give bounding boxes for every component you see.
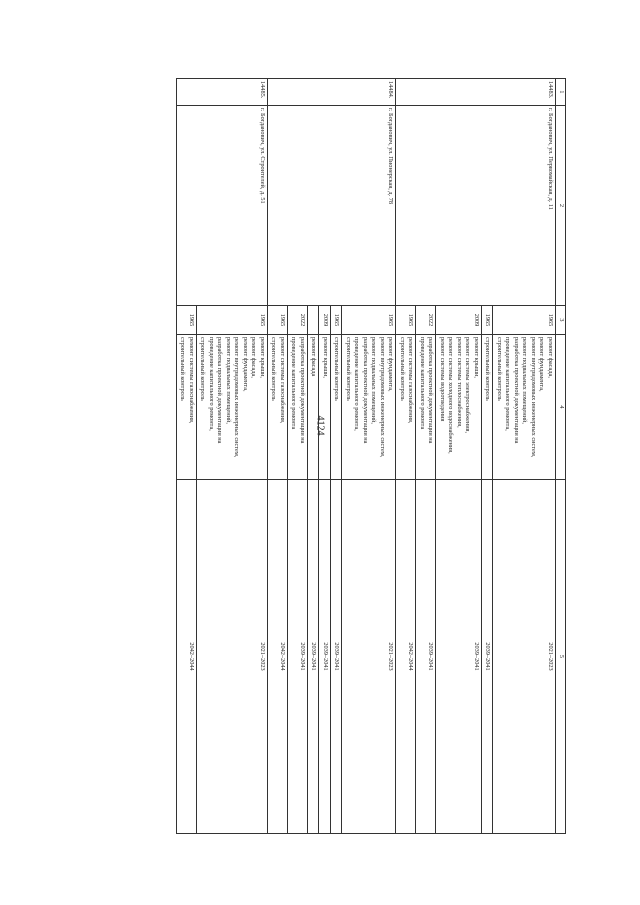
- works-cell: [482, 335, 494, 480]
- work-item: проведение капитального ремонта,: [208, 337, 215, 431]
- work-item: строительный контроль: [333, 337, 341, 401]
- period-cell: 2021–2023: [493, 480, 556, 834]
- works-cell: [319, 335, 331, 480]
- works-cell: [268, 335, 288, 480]
- work-item: строительный контроль: [484, 337, 492, 401]
- page-number: 4124: [314, 415, 326, 436]
- table-header-row: [556, 79, 566, 834]
- works-cell: [308, 335, 320, 480]
- works-cell: [416, 335, 436, 480]
- work-item: проведение капитального ремонта,: [504, 337, 512, 431]
- table-row: [493, 79, 556, 834]
- work-item: проведение капитального ремонта,: [353, 337, 361, 431]
- period-cell: 2042–2044: [177, 480, 197, 834]
- row-number: 14484.: [268, 79, 397, 106]
- work-item: проведение капитального ремонта: [419, 337, 426, 430]
- period-cell: 2042–2044: [396, 480, 416, 834]
- work-item: ремонт крыши,: [259, 337, 266, 379]
- work-item: ремонт крыши,: [322, 337, 329, 379]
- table-row: [197, 79, 268, 834]
- works-cell: [197, 335, 268, 480]
- period-cell: 2021–2023: [342, 480, 396, 834]
- works-cell: [342, 335, 396, 480]
- period-cell: 2039–2041: [482, 480, 494, 834]
- work-item: ремонт внутридомовых инженерных систем,: [233, 337, 241, 458]
- year-cell: 1965: [177, 306, 197, 335]
- period-cell: 2039–2041: [331, 480, 343, 834]
- work-item: проведение капитального ремонта: [290, 337, 298, 430]
- work-item: ремонт системы газоснабжения,: [188, 337, 195, 424]
- work-item: разработка проектной документации на: [299, 337, 306, 444]
- works-cell: [177, 335, 197, 480]
- capital-repair-table: [176, 78, 566, 834]
- work-item: ремонт внутридомовых инженерных систем,: [530, 337, 537, 458]
- address-cell: г. Богданович, ул. Строителей, д. 51: [177, 106, 268, 306]
- work-item: ремонт фундамента,: [387, 337, 395, 392]
- year-cell: 1965: [482, 306, 494, 335]
- col-header-1: 1: [556, 79, 566, 106]
- work-item: строительный контроль: [345, 337, 352, 401]
- col-header-2: 2: [556, 106, 566, 306]
- works-cell: [493, 335, 556, 480]
- work-item: строительный контроль: [399, 337, 406, 401]
- work-item: ремонт фасада,: [250, 337, 258, 378]
- works-cell: [396, 335, 416, 480]
- period-cell: 2039–2041: [308, 480, 320, 834]
- work-item: ремонт внутридомовых инженерных систем,: [379, 337, 386, 458]
- period-cell: 2039–2041: [436, 480, 482, 834]
- col-header-4: 4: [556, 335, 566, 480]
- work-item: ремонт системы газоснабжения,: [407, 337, 415, 424]
- work-item: ремонт подвальных помещений,: [225, 337, 232, 424]
- period-cell: 2039–2041: [416, 480, 436, 834]
- table-body: [177, 79, 556, 834]
- row-number: 14483.: [396, 79, 556, 106]
- year-cell: [308, 306, 320, 335]
- work-item: разработка проектной документации на: [216, 337, 224, 444]
- works-cell: [436, 335, 482, 480]
- year-cell: 1965: [493, 306, 556, 335]
- rotated-table-wrapper: [74, 78, 566, 833]
- period-cell: 2039–2041: [319, 480, 331, 834]
- work-item: ремонт системы теплоснабжения,: [456, 337, 463, 428]
- year-cell: 1965: [331, 306, 343, 335]
- work-item: ремонт системы холодного водоснабжения,: [447, 337, 455, 454]
- row-number: 14485.: [177, 79, 268, 106]
- year-cell: 1965: [396, 306, 416, 335]
- year-cell: 1965: [197, 306, 268, 335]
- year-cell: 2022: [288, 306, 308, 335]
- year-cell: 2009: [319, 306, 331, 335]
- work-item: строительный контроль: [179, 337, 187, 401]
- work-item: ремонт фасада,: [547, 337, 554, 378]
- work-item: строительный контроль: [270, 337, 278, 401]
- year-cell: 2009: [436, 306, 482, 335]
- work-item: разработка проектной документации на: [362, 337, 369, 444]
- col-header-3: 3: [556, 306, 566, 335]
- work-item: ремонт подвальных помещений,: [521, 337, 529, 424]
- work-item: ремонт фундамента,: [242, 337, 249, 392]
- address-cell: г. Богданович, ул. Первомайская, д. 11: [396, 106, 556, 306]
- work-item: ремонт фасада: [310, 337, 318, 377]
- table-row: [342, 79, 396, 834]
- year-cell: 2022: [416, 306, 436, 335]
- period-cell: 2042–2044: [268, 480, 288, 834]
- year-cell: 1965: [268, 306, 288, 335]
- works-cell: [331, 335, 343, 480]
- work-item: ремонт крыши,: [473, 337, 480, 379]
- period-cell: 2039–2041: [288, 480, 308, 834]
- year-cell: 1965: [342, 306, 396, 335]
- work-item: ремонт системы водоотведения: [439, 337, 446, 422]
- col-header-5: 5: [556, 480, 566, 834]
- work-item: ремонт системы электроснабжения,: [464, 337, 472, 434]
- work-item: ремонт системы газоснабжения,: [279, 337, 286, 424]
- period-cell: 2021–2023: [197, 480, 268, 834]
- work-item: разработка проектной документации на: [427, 337, 435, 444]
- works-cell: [288, 335, 308, 480]
- work-item: ремонт фундамента,: [538, 337, 546, 392]
- work-item: строительный контроль: [199, 337, 207, 401]
- address-cell: г. Богданович, ул. Пионерская, д. 78: [268, 106, 397, 306]
- work-item: разработка проектной документации на: [513, 337, 520, 444]
- work-item: ремонт подвальных помещений,: [370, 337, 378, 424]
- work-item: строительный контроль: [496, 337, 503, 401]
